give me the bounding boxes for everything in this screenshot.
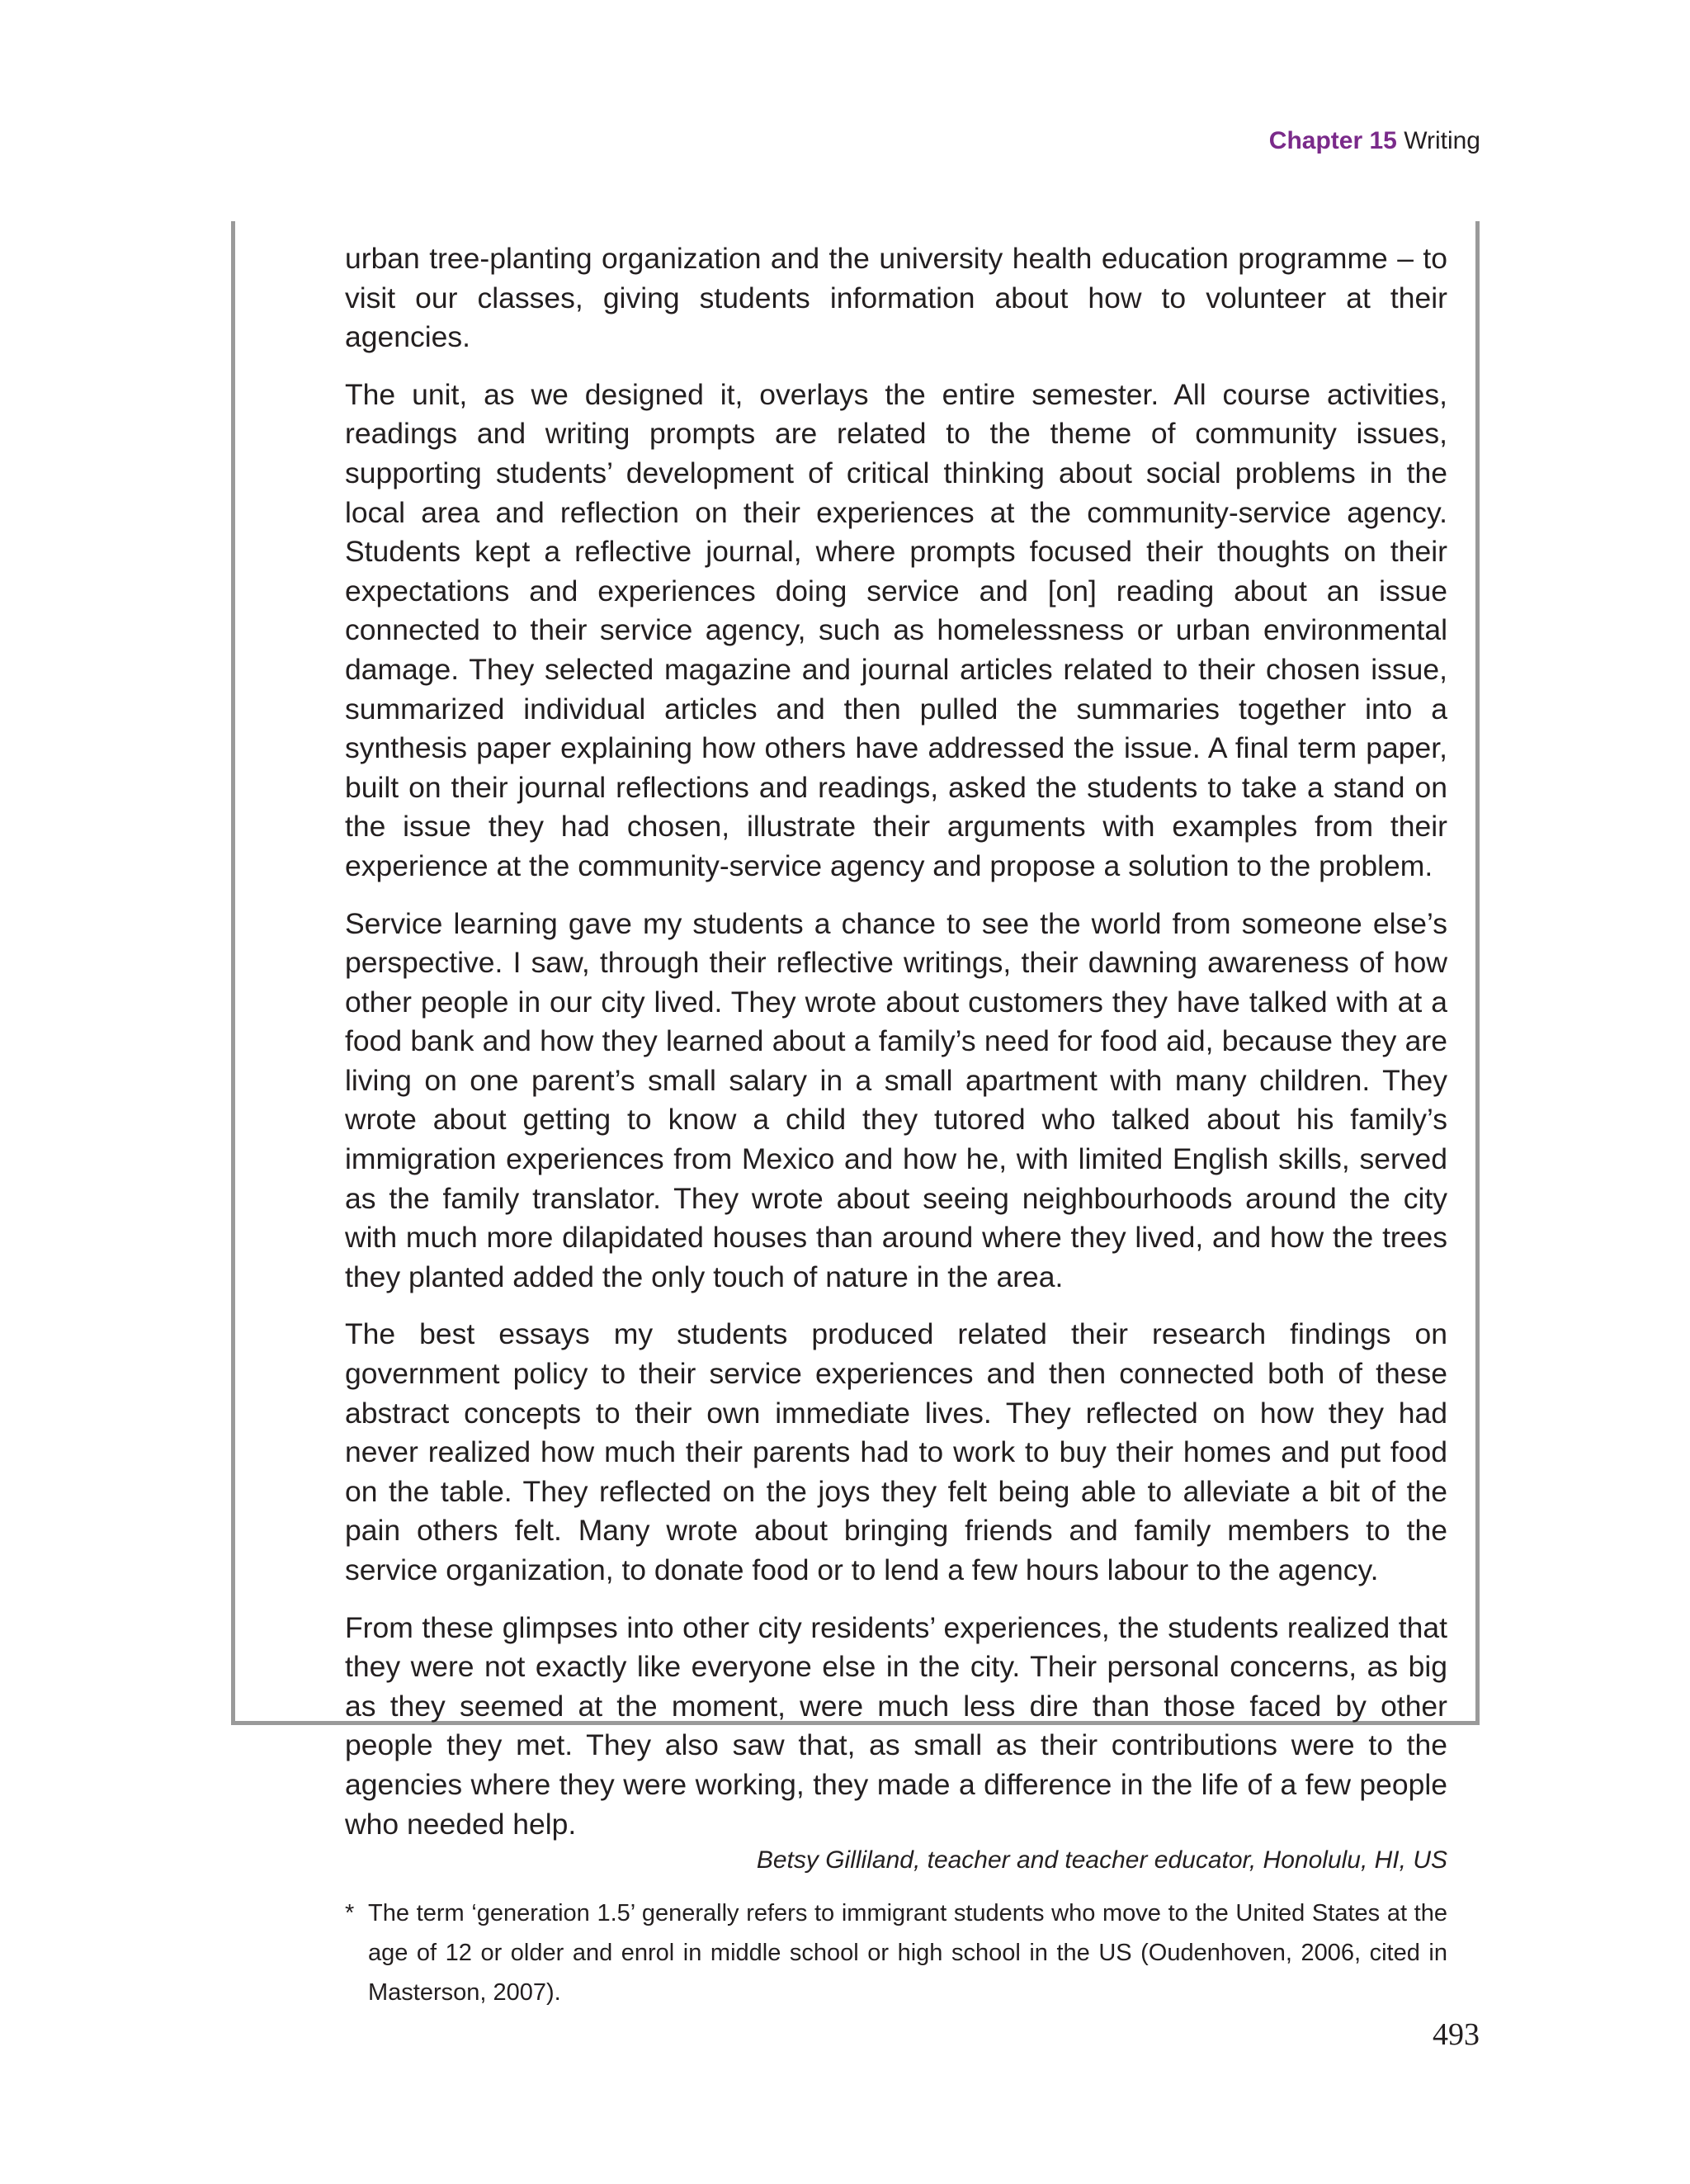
author-attribution: Betsy Gilliland, teacher and teacher educator, Honolulu, HI, US: [756, 1846, 1447, 1874]
body-paragraph-5: From these glimpses into other city residents’ experiences, the students realized that they were not exactly like everyone else in the city. Their personal concerns, as big as they seemed at the moment, were much less dire than those faced by other people they met. They also saw that, as small as their contributions were to the agencies where they were working, they made a difference in the life of a few people who needed help.: [345, 1610, 1447, 1841]
case-study-content: [345, 239, 1447, 2012]
page-number: 493: [1433, 2017, 1480, 2052]
section-label: Writing: [1404, 127, 1480, 154]
footnote-marker: *: [345, 1900, 355, 1927]
body-paragraph-4: The best essays my students produced related their research findings on government policy to their service experiences and then connected both of these abstract concepts to their own immediate lives. They reflected on how they had never realized how much their parents had to work to buy their homes and put food on the table. They reflected on the joys they felt being able to alleviate a bit of the pain others felt. Many wrote about bringing friends and family members to the service organization, to donate food or to lend a few hours labour to the agency.: [345, 1317, 1447, 1586]
body-paragraph-2: The unit, as we designed it, overlays the entire semester. All course activities, readings and writing prompts are related to the theme of community issues, supporting students’ development of critical thinking about social problems in the local area and reflection on their experiences at the community-service agency. Students kept a reflective journal, where prompts focused their thoughts on their expectations and experiences doing service and [on] reading about an issue connected to their service agency, such as homelessness or urban environmental damage. They selected magazine and journal articles related to their chosen issue, summarized individual articles and then pulled the summaries together into a synthesis paper explaining how others have addressed the issue. A final term paper, built on their journal reflections and readings, asked the students to take a stand on the issue they had chosen, illustrate their arguments with examples from their experience at the community-service agency and propose a solution to the problem.: [345, 377, 1447, 882]
body-paragraph-1: urban tree-planting organization and the university health education programme – to visit our classes, giving students information about how to volunteer at their agencies.: [345, 242, 1447, 354]
running-head: [1269, 127, 1480, 155]
chapter-label: Chapter 15: [1268, 127, 1397, 154]
footnote: [345, 1893, 1447, 2012]
footnote-text: The term ‘generation 1.5’ generally refers to immigrant students who move to the United States at the age of 12 or older and enrol in middle school or high school in the US (Oudenhoven, 2006, cited in Masterson, 2007).: [368, 1900, 1447, 2007]
body-paragraph-3: Service learning gave my students a chance to see the world from someone else’s perspective. I saw, through their reflective writings, their dawning awareness of how other people in our city lived. They wrote about customers they have talked with at a food bank and how they learned about a family’s need for food aid, because they are living on one parent’s small salary in a small apartment with many children. They wrote about getting to know a child they tutored who talked about his family’s immigration experiences from Mexico and how he, with limited English skills, served as the family translator. They wrote about seeing neighbourhoods around the city with much more dilapidated houses than around where they lived, and how the trees they planted added the only touch of nature in the area.: [345, 906, 1447, 1293]
